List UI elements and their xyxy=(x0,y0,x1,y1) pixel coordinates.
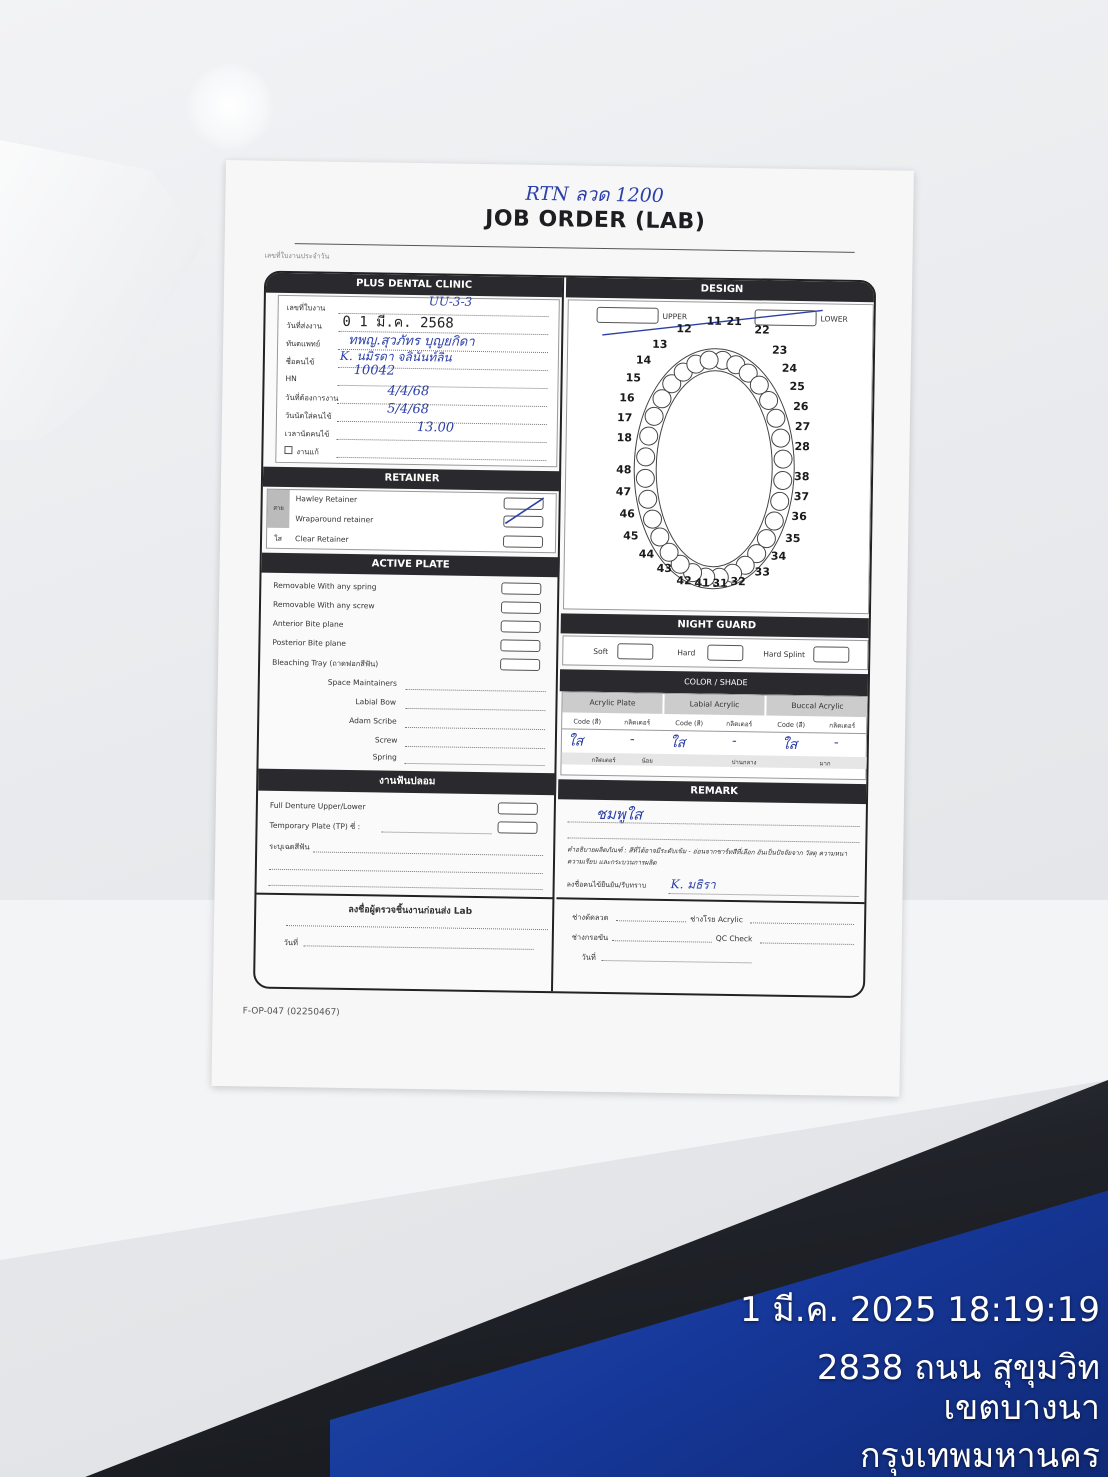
value-patient: K. นมิรดา จลินันท์ลิน xyxy=(339,348,452,365)
handwritten-top-note: RTN ลวด 1200 xyxy=(525,182,665,207)
active-plate-header: ACTIVE PLATE xyxy=(262,553,560,578)
tooth-17[interactable]: 17 xyxy=(616,411,633,425)
label-revision: งานแก้ xyxy=(296,447,319,457)
tooth-outline xyxy=(765,512,783,530)
sub-code: Code (สี) xyxy=(777,720,806,730)
label-hn: HN xyxy=(285,373,297,384)
glitter-medium: ปานกลาง xyxy=(731,759,757,767)
tooth-35[interactable]: 35 xyxy=(785,531,801,546)
denture-shade: ระบุเฉดสีฟัน xyxy=(269,841,310,852)
timestamp-address-2: เขตบางนา xyxy=(943,1388,1100,1428)
active-checkbox[interactable] xyxy=(500,658,540,671)
tooth-outline xyxy=(640,427,658,445)
label-fit-date: วันนัดใส่คนไข้ xyxy=(284,410,332,421)
revision-checkbox[interactable] xyxy=(284,446,292,454)
glitter-label: กลิตเตอร์ xyxy=(591,756,616,765)
tooth-outline xyxy=(636,469,654,487)
upper-label: UPPER xyxy=(662,311,688,322)
buccal-code-value: ใส xyxy=(781,736,798,754)
tooth-16[interactable]: 16 xyxy=(619,391,635,405)
remark-section xyxy=(558,799,866,902)
tooth-34[interactable]: 34 xyxy=(770,549,787,563)
denture-checkbox[interactable] xyxy=(498,802,538,815)
signoff-date: วันที่ xyxy=(581,952,596,962)
tooth-outline xyxy=(771,492,789,510)
tooth-outline xyxy=(651,528,669,546)
labial-code-value: ใส xyxy=(669,735,686,752)
timestamp-address-1: 2838 ถนน สุขุมวิท xyxy=(816,1348,1100,1388)
active-checkbox[interactable] xyxy=(501,582,541,595)
color-col-acrylic: Acrylic Plate xyxy=(562,692,662,714)
tooth-outline xyxy=(774,471,792,489)
sub-glitter: กลิตเตอร์ xyxy=(624,718,651,727)
active-item-posterior: Posterior Bite plane xyxy=(272,637,347,648)
tooth-31[interactable]: 31 xyxy=(712,576,728,590)
tooth-28[interactable]: 28 xyxy=(794,439,810,454)
tooth-21[interactable]: 21 xyxy=(726,314,742,329)
signoff-acrylic-tech: ช่างโรย Acrylic xyxy=(690,914,743,925)
line xyxy=(336,457,546,461)
acrylic-code-value: ใส xyxy=(567,733,584,750)
color-header: COLOR / SHADE xyxy=(560,669,872,696)
tooth-44[interactable]: 44 xyxy=(638,547,655,561)
sub-screw: Screw xyxy=(374,735,398,745)
line xyxy=(760,942,854,944)
line xyxy=(269,885,543,890)
tooth-18[interactable]: 18 xyxy=(616,431,633,445)
tooth-37[interactable]: 37 xyxy=(793,489,810,504)
tooth-43[interactable]: 43 xyxy=(656,561,673,576)
confirm-value: K. มธิรา xyxy=(670,877,716,892)
label-job-no: เลขที่ใบงาน xyxy=(286,302,326,313)
tooth-outline xyxy=(639,490,657,508)
retainer-clear: Clear Retainer xyxy=(294,534,349,544)
tooth-outline xyxy=(645,407,663,425)
left-column xyxy=(255,273,564,996)
line xyxy=(405,763,545,766)
divider xyxy=(256,893,554,900)
line xyxy=(304,945,534,950)
hard-splint-checkbox[interactable] xyxy=(813,646,849,663)
sub-adam-scribe: Adam Scribe xyxy=(349,716,397,726)
tooth-25[interactable]: 25 xyxy=(789,379,805,394)
soft-checkbox[interactable] xyxy=(617,643,653,660)
light-glare xyxy=(186,62,274,150)
tooth-outline xyxy=(772,429,790,447)
line xyxy=(612,940,712,943)
line xyxy=(269,869,543,874)
denture-header: งานฟันปลอม xyxy=(258,769,556,796)
label-patient: ชื่อคนไข้ xyxy=(285,356,315,367)
job-order-paper xyxy=(211,160,913,1097)
active-checkbox[interactable] xyxy=(501,620,541,633)
tooth-47[interactable]: 47 xyxy=(615,485,632,499)
line xyxy=(601,960,751,963)
labial-glitter-value: - xyxy=(731,733,737,750)
tooth-13[interactable]: 13 xyxy=(652,337,668,351)
tooth-42[interactable]: 42 xyxy=(676,574,692,588)
glitter-high: มาก xyxy=(819,760,831,768)
signoff-wire-tech: ช่างดัดลวด xyxy=(572,912,609,923)
buccal-glitter-value: - xyxy=(833,734,839,751)
retainer-side-label-clear: ใส xyxy=(274,534,282,543)
retainer-wraparound: Wraparound retainer xyxy=(295,514,374,525)
tooth-outline xyxy=(774,450,792,468)
sub-glitter: กลิตเตอร์ xyxy=(829,721,856,730)
tooth-32[interactable]: 32 xyxy=(730,574,746,589)
glitter-low: น้อย xyxy=(641,757,653,765)
label-appointment: เวลานัดคนไข้ xyxy=(284,428,330,439)
active-item-anterior: Anterior Bite plane xyxy=(272,618,344,629)
line xyxy=(405,727,545,730)
timestamp-datetime: 1 มี.ค. 2025 18:19:19 xyxy=(739,1290,1100,1330)
signoff-left-title: ลงชื่อผู้ตรวจชิ้นงานก่อนส่ง Lab xyxy=(348,905,473,917)
line xyxy=(669,893,859,897)
retainer-side-label-wire: สาย xyxy=(267,490,290,528)
tooth-11[interactable]: 11 xyxy=(706,314,722,328)
color-col-buccal: Buccal Acrylic xyxy=(766,696,868,718)
line xyxy=(286,925,548,930)
value-fit-date: 5/4/68 xyxy=(386,401,430,418)
color-section xyxy=(560,691,867,780)
lower-label: LOWER xyxy=(820,314,848,324)
value-required-date: 4/4/68 xyxy=(387,383,430,400)
confirm-label: ลงชื่อคนไข้ยืนยัน/รับทราบ xyxy=(566,880,647,890)
tooth-outline xyxy=(643,510,661,528)
check-mark-icon xyxy=(503,495,547,526)
line xyxy=(313,851,543,856)
tooth-outline xyxy=(700,351,718,369)
sub-spring: Spring xyxy=(372,752,397,762)
remark-handwritten: ชมพูใส xyxy=(595,804,643,824)
tooth-33[interactable]: 33 xyxy=(754,565,771,579)
night-guard-hard: Hard xyxy=(677,648,696,658)
value-job-no: UU-3-3 xyxy=(428,294,473,309)
active-item-spring: Removable With any spring xyxy=(273,580,377,592)
tooth-41[interactable]: 41 xyxy=(694,576,710,590)
tooth-23[interactable]: 23 xyxy=(771,343,788,357)
tooth-14[interactable]: 14 xyxy=(635,353,652,367)
value-dentist: ทพญ.สุวภัทร บุญยกิดา xyxy=(348,332,475,350)
line xyxy=(616,920,686,922)
tooth-38[interactable]: 38 xyxy=(793,469,810,484)
tooth-36[interactable]: 36 xyxy=(791,509,807,524)
label-dentist: ทันตแพทย์ xyxy=(286,338,321,349)
line xyxy=(337,439,547,443)
remark-note: คำอธิบายผลิตภัณฑ์ : สีที่ได้อาจมีระดับเข้ม - อ่อนจากชาร์ทสีที่เลือก อันเป็นปัจจัยจาก วัสดุ ความหนา ความเรียบ และกระบวนการผลิต xyxy=(566,845,848,867)
acrylic-glitter-value: - xyxy=(629,731,635,748)
tooth-46[interactable]: 46 xyxy=(619,507,635,521)
clinic-header: PLUS DENTAL CLINIC xyxy=(266,273,562,298)
retainer-hawley: Hawley Retainer xyxy=(295,494,358,505)
active-checkbox[interactable] xyxy=(500,639,540,652)
denture-section xyxy=(261,793,552,894)
line xyxy=(405,708,545,711)
form-frame xyxy=(253,271,876,999)
design-header: DESIGN xyxy=(566,277,876,302)
sub-labial-bow: Labial Bow xyxy=(355,697,397,707)
hard-checkbox[interactable] xyxy=(707,645,743,662)
line xyxy=(567,837,859,843)
sub-code: Code (สี) xyxy=(573,717,602,726)
line xyxy=(405,746,545,749)
tooth-12[interactable]: 12 xyxy=(676,322,692,336)
value-appointment: 13.00 xyxy=(416,420,455,436)
label-send-date: วันที่ส่งงาน xyxy=(286,320,323,331)
denture-temporary: Temporary Plate (TP) ซี่ : xyxy=(269,820,361,832)
remark-header: REMARK xyxy=(558,779,870,804)
active-checkbox[interactable] xyxy=(501,601,541,614)
denture-checkbox[interactable] xyxy=(497,821,537,834)
line xyxy=(381,832,491,835)
timestamp-address-3: กรุงเทพมหานคร xyxy=(859,1436,1100,1476)
active-item-bleaching: Bleaching Tray (ถาดฟอกสีฟัน) xyxy=(272,657,379,669)
line xyxy=(750,922,854,925)
design-area xyxy=(563,299,874,614)
retainer-section xyxy=(266,489,557,554)
right-column xyxy=(555,277,876,998)
sub-code: Code (สี) xyxy=(675,719,704,728)
tooth-45[interactable]: 45 xyxy=(623,529,639,543)
tooth-outline xyxy=(637,448,655,466)
tooth-outline xyxy=(767,409,785,427)
sub-space-maintainers: Space Maintainers xyxy=(327,677,397,688)
retainer-clear-checkbox[interactable] xyxy=(503,535,543,548)
signoff-qc: QC Check xyxy=(715,933,753,944)
label-required-date: วันที่ต้องการงาน xyxy=(285,392,339,403)
title-underline xyxy=(295,243,855,253)
color-col-labial: Labial Acrylic xyxy=(664,694,764,716)
night-guard-section xyxy=(562,635,868,670)
tooth-15[interactable]: 15 xyxy=(625,371,642,385)
signoff-left-date: วันที่ xyxy=(283,938,299,948)
tooth-24[interactable]: 24 xyxy=(781,361,798,375)
form-code: F-OP-047 (02250467) xyxy=(242,1006,340,1018)
active-item-screw: Removable With any screw xyxy=(272,599,375,611)
signoff-polish-tech: ช่างกรอขัน xyxy=(571,932,609,943)
tooth-27[interactable]: 27 xyxy=(794,419,811,434)
line xyxy=(337,385,547,389)
sub-glitter: กลิตเตอร์ xyxy=(726,719,753,729)
retainer-header: RETAINER xyxy=(263,467,561,492)
night-guard-header: NIGHT GUARD xyxy=(561,613,873,638)
denture-full: Full Denture Upper/Lower xyxy=(269,800,366,812)
night-guard-soft: Soft xyxy=(593,646,609,657)
line xyxy=(406,689,546,692)
header-small-label: เลขที่ใบงานประจำวัน xyxy=(264,251,330,261)
active-plate-section xyxy=(263,575,556,764)
value-hn: 10042 xyxy=(353,363,396,379)
clinic-fields xyxy=(275,295,560,467)
tooth-outline xyxy=(759,391,777,409)
value-send-date: 0 1 มี.ค. 2568 xyxy=(342,313,454,332)
tooth-26[interactable]: 26 xyxy=(793,399,809,414)
line xyxy=(337,403,547,407)
night-guard-hard-splint: Hard Splint xyxy=(763,649,806,660)
tooth-22[interactable]: 22 xyxy=(754,323,770,337)
tooth-48[interactable]: 48 xyxy=(616,463,632,477)
form-title: JOB ORDER (LAB) xyxy=(484,206,706,235)
